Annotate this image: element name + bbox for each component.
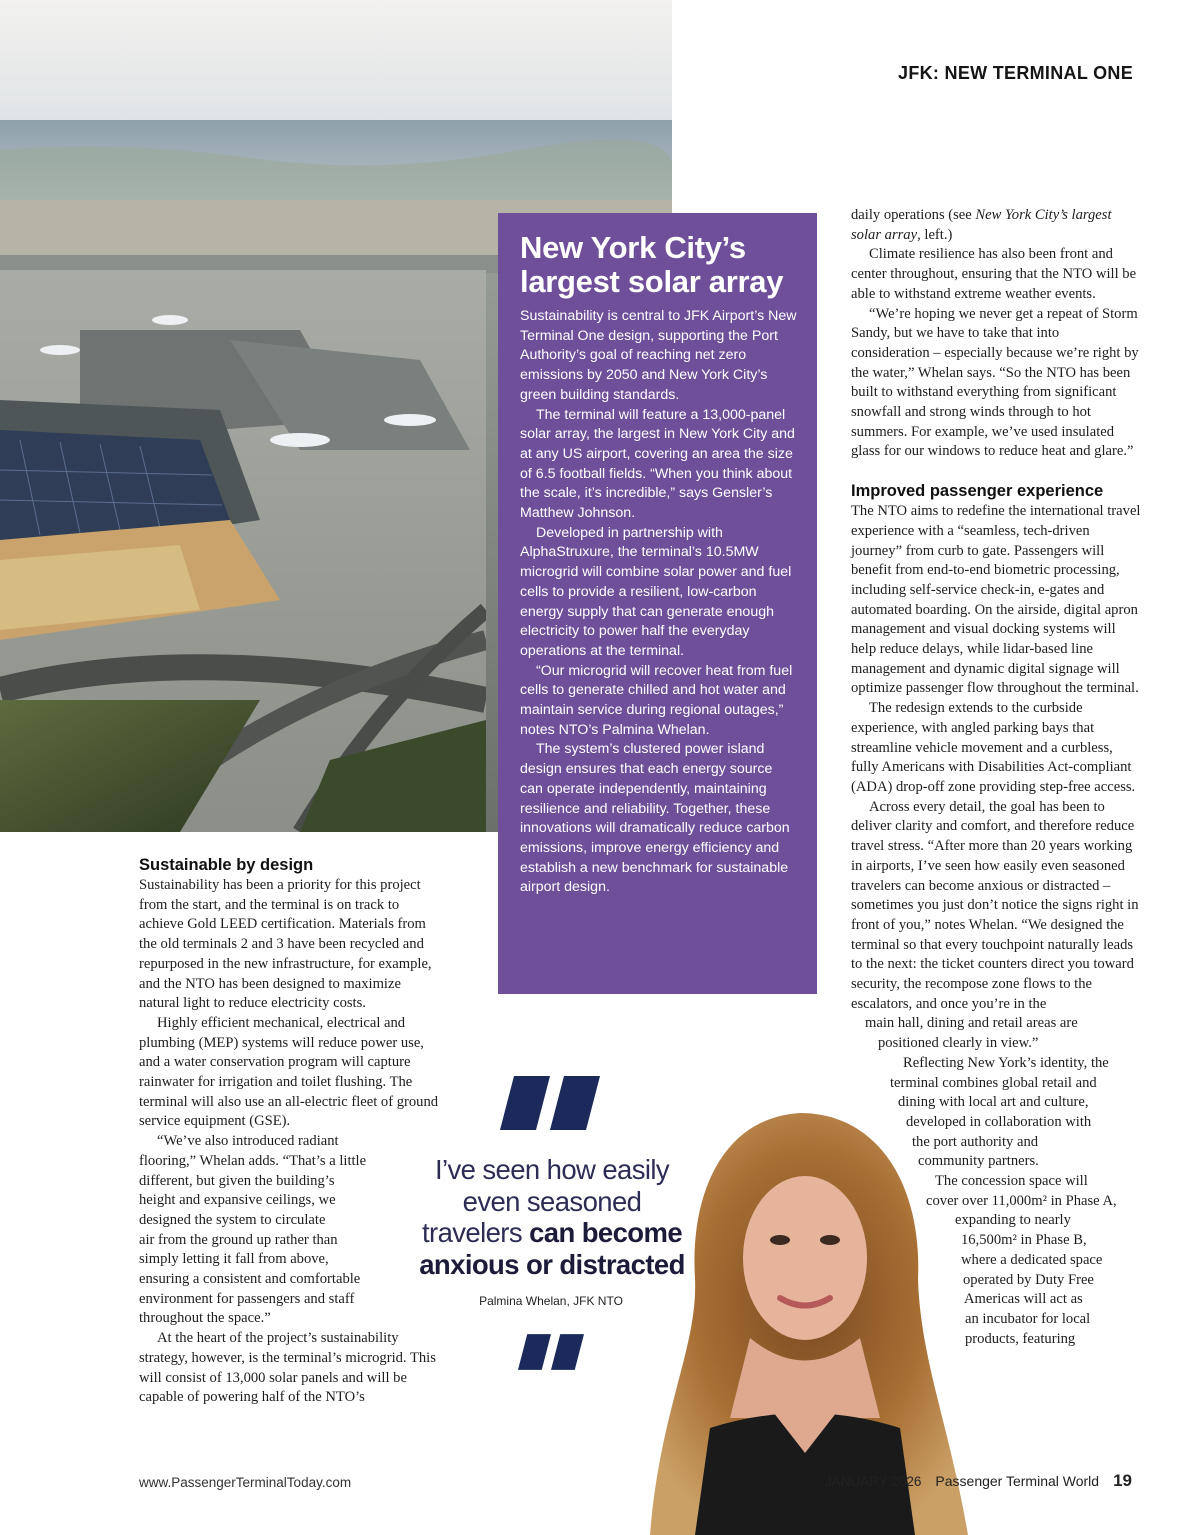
text-line: air from the ground up rather than — [139, 1231, 338, 1248]
text-line: expanding to nearly — [955, 1212, 1071, 1229]
quote-line-emphasis: anxious or distracted — [419, 1248, 685, 1280]
footer-website-link[interactable]: www.PassengerTerminalToday.com — [139, 1475, 352, 1490]
body-paragraph: “We’re hoping we never get a repeat of Storm Sandy, but we have to take that into consideration – especially because we’re right by the water,” Whelan says. “So the NTO has been built to withstand everything from significant snowfall and strong winds through to hot summers. For example, we’ve used insulated glass for our windows to reduce heat and glare.” — [851, 305, 1139, 460]
body-paragraph: Across every detail, the goal has been to deliver clarity and comfort, and therefore reduce travel stress. “After more than 20 years working in airports, I’ve seen how easily even seasoned travelers can become anxious or distracted – sometimes you just don’t notice the signs right in front of you,” notes Whelan. “We designed the terminal so that every touchpoint naturally leads to the next: the ticket counters direct you toward security, the recompose zone flows to the escalators, and once you’re in the — [851, 798, 1139, 1012]
quote-line-emphasis: can become — [522, 1217, 683, 1248]
text-line: positioned clearly in view.” — [878, 1035, 1039, 1052]
text-line: terminal combines global retail and — [890, 1074, 1097, 1091]
body-paragraph: Highly efficient mechanical, electrical and plumbing (MEP) systems will reduce power use, and a water conservation program will capture rainwater for irrigation and toilet flushing. The terminal will also use an all-electric fleet of ground service equipment (GSE). — [139, 1014, 439, 1130]
text-line: ensuring a consistent and comfortable — [139, 1271, 361, 1288]
text-line: simply letting it fall from above, — [139, 1251, 329, 1268]
text-line: cover over 11,000m² in Phase A, — [926, 1192, 1117, 1209]
text-line: The concession space will — [935, 1173, 1088, 1190]
left-column — [139, 855, 439, 1408]
text-line: developed in collaboration with — [906, 1113, 1092, 1130]
quote-attribution: Palmina Whelan, JFK NTO — [479, 1294, 623, 1308]
text-line: different, but given the building’s — [139, 1172, 335, 1189]
sidebar-paragraph: The system’s clustered power island design ensures that each energy source can operate independently, maintaining resilience and reliability. Together, these innovations will dramatically reduce carbon emissions, improve energy efficiency and establish a new benchmark for sustainable airport design. — [520, 741, 790, 896]
sidebar-title-line: New York City’s — [520, 230, 746, 265]
text-line: where a dedicated space — [961, 1251, 1103, 1268]
quote-line: travelers — [421, 1217, 523, 1248]
sidebar-paragraph: “Our microgrid will recover heat from fuel cells to generate chilled and hot water and maintain service during regional outages,” notes NTO’s Palmina Whelan. — [520, 662, 793, 738]
text-line: community partners. — [918, 1153, 1039, 1170]
text-line: throughout the space.” — [139, 1310, 271, 1327]
sidebar-reference: New York City’s largest solar array — [851, 207, 1112, 243]
solar-array-sidebar — [498, 213, 817, 994]
sidebar-paragraph: The terminal will feature a 13,000-panel solar array, the largest in New York City and at any US airport, covering an area the size of 6.5 football fields. “When you think about the scale, it’s incredible,” says Gensler’s Matthew Johnson. — [520, 406, 795, 522]
text-line: “We’ve also introduced radiant — [157, 1133, 339, 1150]
terminal-render — [0, 0, 486, 832]
close-quote-icon — [518, 1333, 584, 1371]
open-quote-icon — [500, 1076, 600, 1130]
text-line: height and expansive ceilings, we — [139, 1192, 336, 1209]
footer-issue-info — [825, 1471, 1132, 1491]
text-line: main hall, dining and retail areas are — [865, 1015, 1078, 1032]
text-line: dining with local art and culture, — [898, 1094, 1089, 1111]
body-paragraph — [851, 206, 1141, 245]
text-line: Americas will act as — [964, 1291, 1083, 1308]
section-tag: JFK: NEW TERMINAL ONE — [898, 63, 1133, 83]
quote-line: even seasoned — [462, 1185, 642, 1217]
text-line: environment for passengers and staff — [139, 1290, 355, 1307]
body-paragraph: At the heart of the project’s sustainability strategy, however, is the terminal’s microgrid. This will consist of 13,000 solar panels and will be capable of powering half of the NTO’s — [139, 1330, 436, 1406]
body-paragraph: The NTO aims to redefine the international travel experience with a “seamless, tech-driven journey” from curb to gate. Passengers will benefit from end-to-end biometric processing, including self-service check-in, e-gates and automated boarding. On the airside, digital apron management and visual docking systems will help reduce delays, while lidar-based line management and dynamic digital signage will optimize passenger flow throughout the terminal. — [851, 503, 1141, 697]
sidebar-title-line: largest solar array — [520, 264, 784, 299]
issue-date: JANUARY 2026 — [825, 1474, 922, 1489]
page-number: 19 — [1113, 1471, 1132, 1490]
sidebar-body — [520, 307, 797, 898]
body-paragraph: The redesign extends to the curbside experience, with angled parking bays that streamline vehicle movement and a curbless, fully Americans with Disabilities Act-compliant (ADA) drop-off zone providing step-free access. — [851, 700, 1136, 795]
section-heading: Sustainable by design — [139, 856, 314, 874]
magazine-name: Passenger Terminal World — [935, 1473, 1100, 1489]
section-heading: Improved passenger experience — [851, 482, 1104, 501]
quote-line: I’ve seen how easily — [434, 1154, 670, 1185]
sidebar-paragraph: Developed in partnership with AlphaStruxure, the terminal’s 10.5MW microgrid will combine solar power and fuel cells to provide a resilient, low-carbon energy supply that can generate enough electricity to power half the everyday operations at the terminal. — [520, 524, 792, 659]
text-line: an incubator for local — [965, 1310, 1091, 1327]
text-line: designed the system to circulate — [139, 1211, 326, 1228]
body-paragraph-narrow — [139, 1132, 439, 1329]
text-line: operated by Duty Free — [963, 1271, 1094, 1288]
body-paragraph: Climate resilience has also been front and center throughout, ensuring that the NTO will be able to withstand extreme weather events. — [851, 246, 1137, 302]
text-line: Reflecting New York’s identity, the — [903, 1054, 1109, 1071]
text-line: products, featuring — [965, 1330, 1076, 1347]
text-run: daily operations (see — [851, 207, 976, 223]
text-line: flooring,” Whelan adds. “That’s a little — [139, 1152, 367, 1169]
text-run: , left.) — [917, 226, 953, 243]
sidebar-title — [520, 231, 797, 299]
text-line: the port authority and — [912, 1133, 1039, 1150]
text-line: 16,500m² in Phase B, — [961, 1232, 1087, 1249]
body-paragraph: Sustainability has been a priority for this project from the start, and the terminal is on track to achieve Gold LEED certification. Materials from the old terminals 2 and 3 have been recycled and repurposed in the new infrastructure, for example, and the NTO has been designed to maximize natural light to reduce electricity costs. — [139, 877, 432, 1012]
sidebar-paragraph: Sustainability is central to JFK Airport’s New Terminal One design, supporting the Port Authority’s goal of reaching net zero emissions by 2050 and New York City’s green building standards. — [520, 308, 797, 403]
